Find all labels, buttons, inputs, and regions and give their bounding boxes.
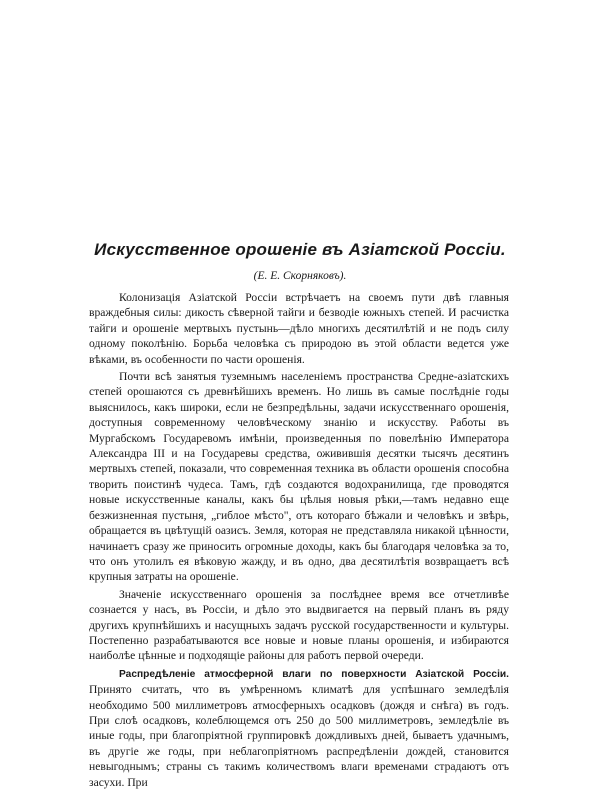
paragraph-1: Колонизація Азіатской Россіи встрѣчаетъ на своемъ пути двѣ главныя враждебныя силы: дикость сѣверной тайги и безводіе южныхъ степей. И расчистка тайги и орошеніе мертвыхъ пустынь—дѣло многихъ десятилѣтій и не подъ силу одному поколѣнію. Борьба человѣка съ природою въ этой области ведется уже вѣками, въ особенности по части орошенія. — [89, 291, 509, 366]
article-body — [89, 290, 509, 790]
article-author: (Е. Е. Скорняковъ). — [253, 270, 347, 282]
paragraph-3: Значеніе искусственнаго орошенія за послѣднее время все отчетливѣе сознается у насъ, въ Россіи, и дѣло это выдвигается на первый планъ въ ряду другихъ крупнѣйшихъ и насущныхъ задачъ русской государственности и культуры. Постепенно разрабатываются все новые и новые планы орошенія, и избираются наиболѣе цѣнные и подходящіе районы для работъ первой очереди. — [89, 587, 509, 663]
section-heading: Распредѣленіе атмосферной влаги по поверхности Азіатской Россіи. — [119, 668, 509, 680]
section-text: Принято считать, что въ умѣренномъ климатѣ для успѣшнаго земледѣлія необходимо 500 миллиметровъ атмосферныхъ осадковъ (дождя и снѣга) въ годъ. При слоѣ осадковъ, колеблющемся отъ 250 до 500 миллиметровъ, земледѣліе въ иные годы, при благопріятной группировкѣ дождливыхъ дней, бываетъ удачнымъ, въ другіе же годы, при неблагопріятномъ распредѣленіи дождей, становится невыгоднымъ; страны съ такимъ количествомъ влаги временами страдаютъ отъ засухи. При — [89, 683, 509, 789]
section-paragraph — [89, 666, 509, 790]
paragraph-2: Почти всѣ занятыя туземнымъ населеніемъ пространства Средне-азіатскихъ степей орошаются съ древнѣйшихъ временъ. Но лишь въ самые послѣдніе годы выяснилось, какъ широки, если не безпредѣльны, задачи искусственнаго орошенія, доступныя современному человѣческому знанію и искусству. Работы въ Мургабскомъ Государевомъ имѣніи, произведенныя по повелѣнію Императора Александра III и на Государевы средства, оживившія десятки тысячъ десятинъ мертвыхъ степей, показали, что современная техника въ области орошенія способна творить поистинѣ чудеса. Тамъ, гдѣ создаются водохранилища, где проводятся новые искусственные каналы, какъ бы цѣлыя новыя рѣки,—тамъ недавно еще безжизненная пустыня, „гиблое мѣсто", отъ котораго бѣжали и человѣкъ и звѣрь, обращается въ цвѣтущій оазисъ. Земля, которая не представляла никакой цѣнности, начинаетъ сразу же приносить огромные доходы, какъ бы благодаря человѣка за то, что онъ утолилъ ея вѣковую жажду, и въ одно, два десятилѣтія возвращаетъ всѣ крупныя затраты на орошеніе. — [89, 370, 509, 584]
article-title: Искусственное орошеніе въ Азіатской Россіи. — [94, 240, 506, 259]
